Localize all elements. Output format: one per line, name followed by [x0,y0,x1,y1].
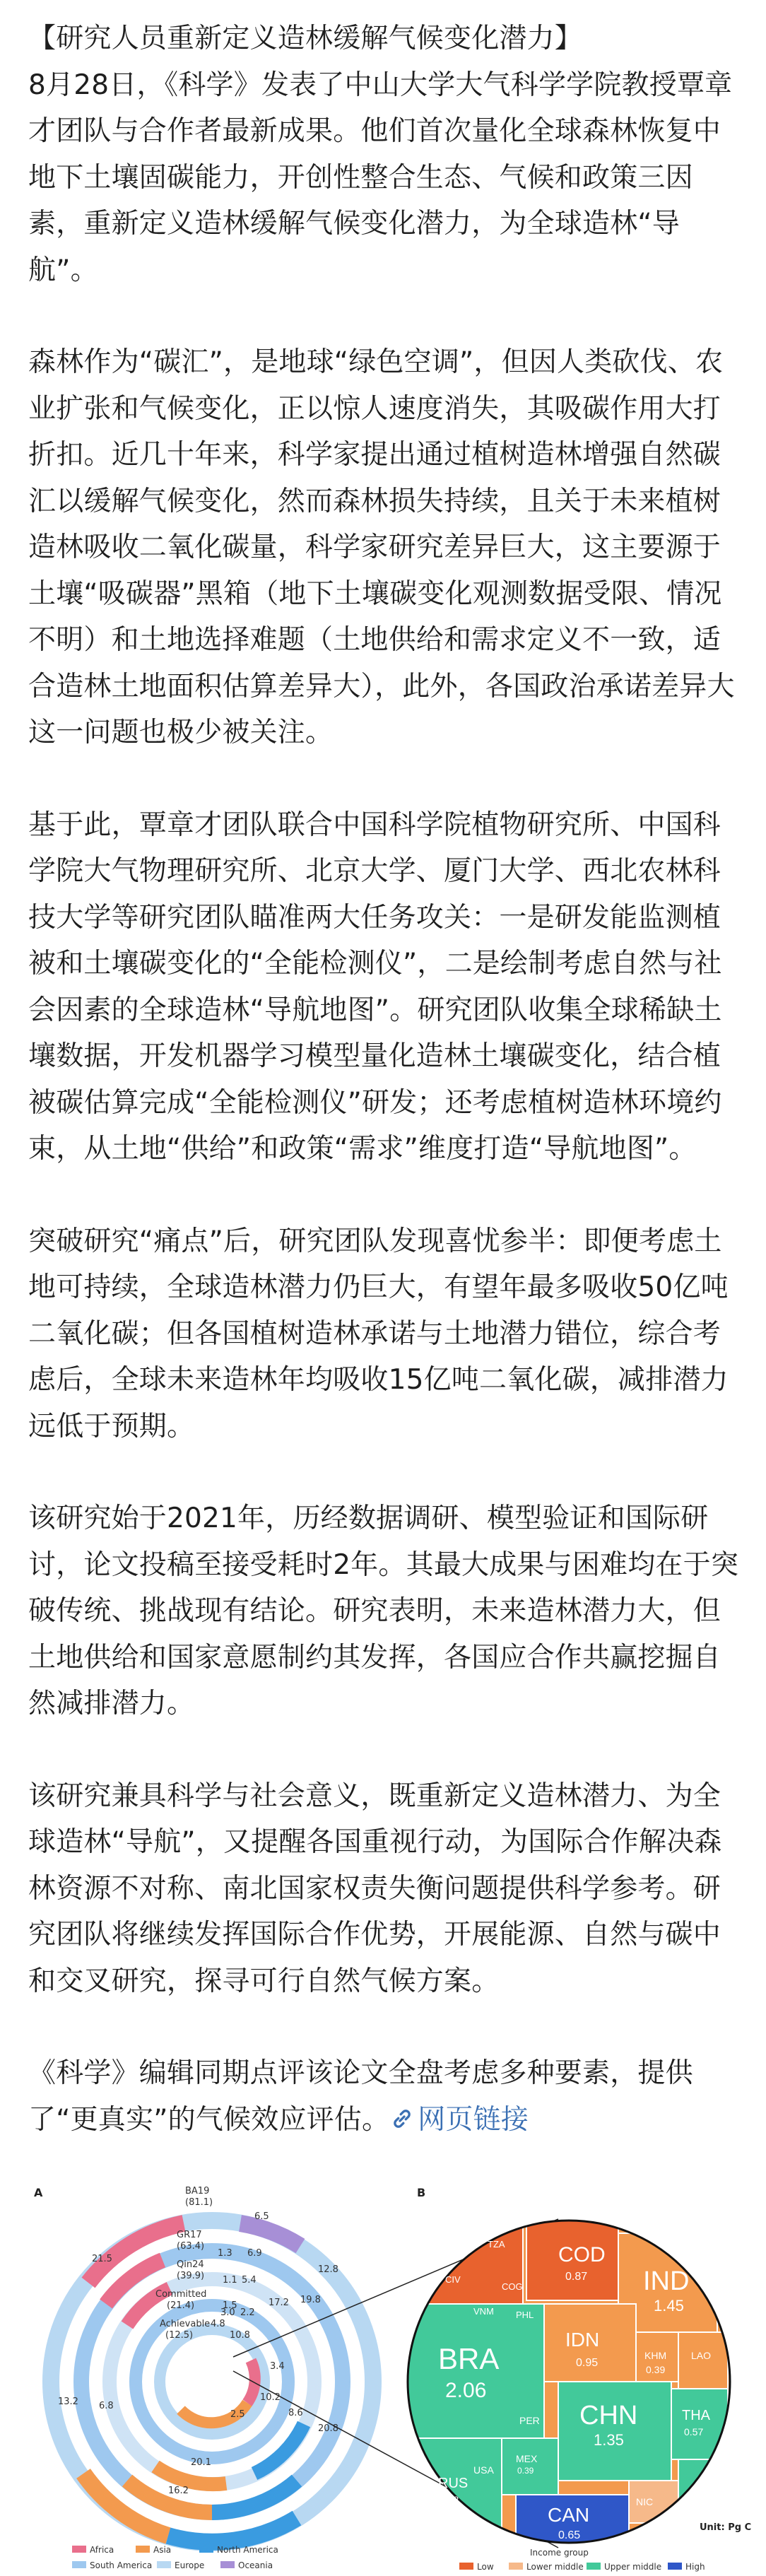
map-cell-code: COG [502,2281,523,2292]
map-cell-value: 0.39 [517,2466,534,2476]
ring-label: (21.4) [167,2300,195,2311]
legend-swatch-upper-middle [587,2563,601,2570]
map-cell-value: 1.35 [594,2431,624,2449]
ring-value: 3.0 [220,2307,235,2318]
legend-swatch-high [668,2563,682,2570]
legend-swatch-lower-middle [509,2563,523,2570]
legend-label-oceania: Oceania [238,2560,273,2570]
ring-label: Qin24 [177,2259,204,2270]
paragraph-7 [28,2050,742,2143]
ring-value: 8.6 [288,2408,303,2418]
legend-label-upper-middle: Upper middle [604,2562,662,2572]
legend-swatch-low [459,2563,473,2570]
map-cell-code: TZA [488,2239,505,2249]
paragraph-5: 该研究始于2021年，历经数据调研、模型验证和国际研讨，论文投稿至接受耗时2年。其最大成果与困难均在于突破传统、挑战现有结论。研究表明，未来造林潜力大，但土地供给和国家意愿制约其发挥，各国应合作共赢挖掘自然减排潜力。 [28,1502,739,1719]
ring-label: BA19 [185,2186,210,2196]
ring-label: (12.5) [165,2330,194,2341]
map-cell-value: 0.39 [646,2364,666,2375]
map-cell-code: THA [682,2408,710,2423]
legend-label-high: High [685,2562,705,2572]
ring-value: 2.2 [240,2307,255,2318]
map-cell-code: USA [473,2464,494,2476]
map-cell-code: IND [643,2266,690,2296]
legend-label-asia: Asia [153,2545,172,2555]
ring-value: 2.5 [230,2409,245,2420]
legend-label-africa: Africa [90,2545,114,2555]
ring-value: 6.5 [254,2211,269,2222]
map-cell-code: CHN [579,2401,638,2430]
ring-value: 10.2 [260,2392,281,2403]
legend-swatch-africa [72,2546,86,2553]
ring-label: (81.1) [185,2197,213,2208]
article-title: 【研究人员重新定义造林缓解气候变化潜力】 [28,23,583,54]
income-legend [459,2548,705,2572]
legend-label-low: Low [477,2562,494,2572]
region-legend [72,2545,278,2570]
ring-label: GR17 [177,2230,202,2240]
map-cell-code: IDN [565,2329,600,2351]
ring-value: 19.8 [300,2295,321,2305]
paragraph-7-text: 《科学》编辑同期点评该论文全盘考虑多种要素，提供了“更真实”的气候效应评估。 [28,2057,693,2136]
legend-label-europe: Europe [175,2560,205,2570]
map-cell-code: NIC [636,2496,654,2507]
legend-swatch-south-america [72,2561,86,2568]
paragraph-3: 基于此，覃章才团队联合中国科学院植物研究所、中国科学院大气物理研究所、北京大学、厦门大学、西北农林科技大学等研究团队瞄准两大任务攻关：一是研发能监测植被和土壤碳变化的“全能检测仪”，二是绘制考虑自然与社会因素的全球造林“导航地图”。研究团队收集全球稀缺土壤数据，开发机器学习模型量化造林土壤碳变化，结合植被碳估算完成“全能检测仪”研发；还考虑植树造林环境约束，从土地“供给”和政策“需求”维度打造“导航地图”。 [28,808,722,1165]
ring-value: 3.4 [270,2361,285,2372]
map-cell-value: 0.65 [558,2529,581,2541]
ring-value: 21.5 [92,2254,112,2264]
ring-value: 17.2 [269,2298,289,2308]
ring-value: 1.5 [223,2300,237,2311]
map-cell-code: CAN [548,2504,590,2526]
ring-value: 4.8 [211,2319,225,2329]
paragraph-2: 森林作为“碳汇”，是地球“绿色空调”，但因人类砍伐、农业扩张和气候变化，正以惊人速度消失，其吸碳作用大打折扣。近几十年来，科学家提出通过植树造林增强自然碳汇以缓解气候变化，然而森林损失持续，且关于未来植树造林吸收二氧化碳量，科学家研究差异巨大，这主要源于土壤“吸碳器”黑箱（地下土壤碳变化观测数据受限、情况不明）和土地选择难题（土地供给和需求定义不一致，适合造林土地面积估算差异大），此外，各国政治承诺差异大这一问题也极少被关注。 [28,346,735,748]
figure-svg [21,2177,756,2576]
ring-value: 13.2 [58,2396,78,2407]
web-link-label: 网页链接 [418,2103,529,2136]
ring-value: 16.2 [168,2486,189,2496]
ring-label: (39.9) [177,2271,205,2281]
income-legend-title: Income group [530,2548,589,2558]
map-cell-code: LAO [691,2350,712,2361]
legend-label-south-america: South America [90,2560,153,2570]
ring-value: 1.1 [223,2275,237,2286]
legend-label-north-america: North America [217,2545,278,2555]
legend-label-lower-middle: Lower middle [526,2562,584,2572]
ring-label: Committed [155,2289,207,2300]
ring-label: Achievable [160,2319,211,2329]
ring-value: 10.8 [230,2330,250,2341]
map-cell-code: PER [519,2415,540,2426]
link-icon [389,2106,415,2131]
map-cell-code: RUS [438,2476,469,2491]
ring-value: 1.3 [218,2248,232,2259]
ring-value: 6.8 [99,2401,114,2411]
map-cell-value: 0.38 [440,2494,459,2505]
panel-a-label: A [34,2186,43,2199]
ring-value: 6.9 [247,2248,262,2259]
ring-value: 5.4 [242,2275,257,2286]
map-cell-code: PHL [516,2310,534,2320]
map-cell-code: KHM [644,2350,667,2361]
web-link[interactable] [389,2104,529,2136]
map-cell-value: 0.87 [565,2271,588,2283]
paragraph-4: 突破研究“痛点”后，研究团队发现喜忧参半：即便考虑土地可持续，全球造林潜力仍巨大，有望年最多吸收50亿吨二氧化碳；但各国植树造林承诺与土地潜力错位，综合考虑后，全球未来造林年均吸收15亿吨二氧化碳，减排潜力远低于预期。 [28,1225,729,1442]
research-figure [21,2177,756,2576]
paragraph-1: 8月28日，《科学》发表了中山大学大气科学学院教授覃章才团队与合作者最新成果。他们首次量化全球森林恢复中地下土壤固碳能力，开创性整合生态、气候和政策三因素，重新定义造林缓解气候变化潜力，为全球造林“导航”。 [28,69,733,286]
ring-value: 12.8 [318,2264,338,2275]
ring-value: 20.8 [318,2423,338,2434]
legend-swatch-asia [136,2546,150,2553]
map-cell-code: COD [558,2243,606,2266]
legend-swatch-oceania [220,2561,235,2568]
map-cell-code: CIV [445,2274,461,2285]
map-cell-code: VNM [473,2306,494,2317]
map-cell-code: MEX [516,2453,538,2464]
map-cell-value: 0.57 [684,2426,704,2437]
unit-label: Unit: Pg C [700,2522,752,2533]
paragraph-6: 该研究兼具科学与社会意义，既重新定义造林潜力、为全球造林“导航”，又提醒各国重视行动，为国际合作解决森林资源不对称、南北国家权责失衡问题提供科学参考。研究团队将继续发挥国际合作优势，开展能源、自然与碳中和交叉研究，探寻可行自然气候方案。 [28,1780,722,1997]
panel-b-label: B [417,2186,426,2199]
map-cell-code: NGA [438,2245,463,2257]
map-cell-code: BRA [438,2342,500,2375]
ring-label: (63.4) [177,2241,205,2252]
legend-swatch-north-america [199,2546,213,2553]
map-cell-value: 1.45 [654,2297,684,2315]
ring-value: 20.1 [191,2457,211,2468]
map-cell-value: 0.95 [576,2357,599,2369]
map-cell-value: 2.06 [445,2379,487,2402]
legend-swatch-europe [157,2561,171,2568]
